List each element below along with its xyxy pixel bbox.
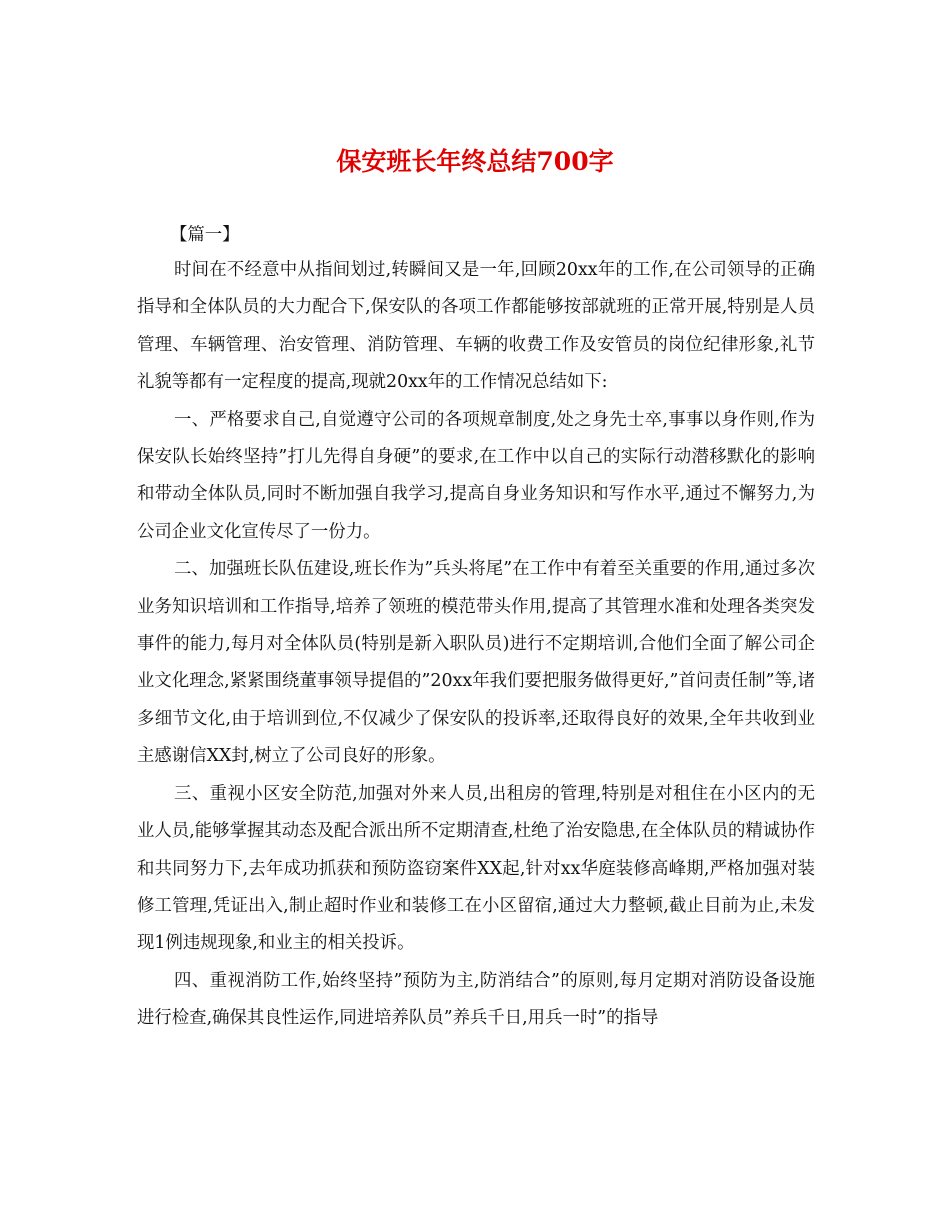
paragraph-point-4: 四、重视消防工作,始终坚持”预防为主,防消结合”的原则,每月定期对消防设备设施进行检查,确保其良性运作,同进培养队员”养兵千日,用兵一时”的指导: [137, 970, 815, 1029]
paragraph-point-2: 二、加强班长队伍建设,班长作为”兵头将尾”在工作中有着至关重要的作用,通过多次业务知识培训和工作指导,培养了领班的模范带头作用,提高了其管理水准和处理各类突发事件的能力,每月对全体队员(特别是新入职队员)进行不定期培训,合他们全面了解公司企业文化理念,紧紧围绕董事领导提倡的”20xx年我们要把服务做得更好,”首问责任制”等,诸多细节文化,由于培训到位,不仅减少了保安队的投诉率,还取得良好的效果,全年共收到业主感谢信XX封,树立了公司良好的形象。: [137, 559, 815, 767]
section-label: 【篇一】: [170, 225, 240, 245]
document-body: [137, 219, 815, 1038]
paragraph-point-1: 一、严格要求自己,自觉遵守公司的各项规章制度,处之身先士卒,事事以身作则,作为保安队长始终坚持”打儿先得自身硬”的要求,在工作中以自己的实际行动潜移默化的影响和带动全体队员,同时不断加强自我学习,提高自身业务知识和写作水平,通过不懈努力,为公司企业文化宣传尽了一份力。: [137, 409, 815, 542]
paragraph-point-3: 三、重视小区安全防范,加强对外来人员,出租房的管理,特别是对租住在小区内的无业人员,能够掌握其动态及配合派出所不定期清查,杜绝了治安隐患,在全体队员的精诚协作和共同努力下,去年成功抓获和预防盗窃案件XX起,针对xx华庭装修高峰期,严格加强对装修工管理,凭证出入,制止超时作业和装修工在小区留宿,通过大力整顿,截止目前为止,未发现1例违规现象,和业主的相关投诉。: [137, 783, 815, 954]
paragraph-intro: 时间在不经意中从指间划过,转瞬间又是一年,回顾20xx年的工作,在公司领导的正确指导和全体队员的大力配合下,保安队的各项工作都能够按部就班的正常开展,特别是人员管理、车辆管理、治安管理、消防管理、车辆的收费工作及安管员的岗位纪律形象,礼节礼貌等都有一定程度的提高,现就20xx年的工作情况总结如下:: [137, 260, 815, 393]
document-title: 保安班长年终总结700字: [336, 147, 614, 176]
